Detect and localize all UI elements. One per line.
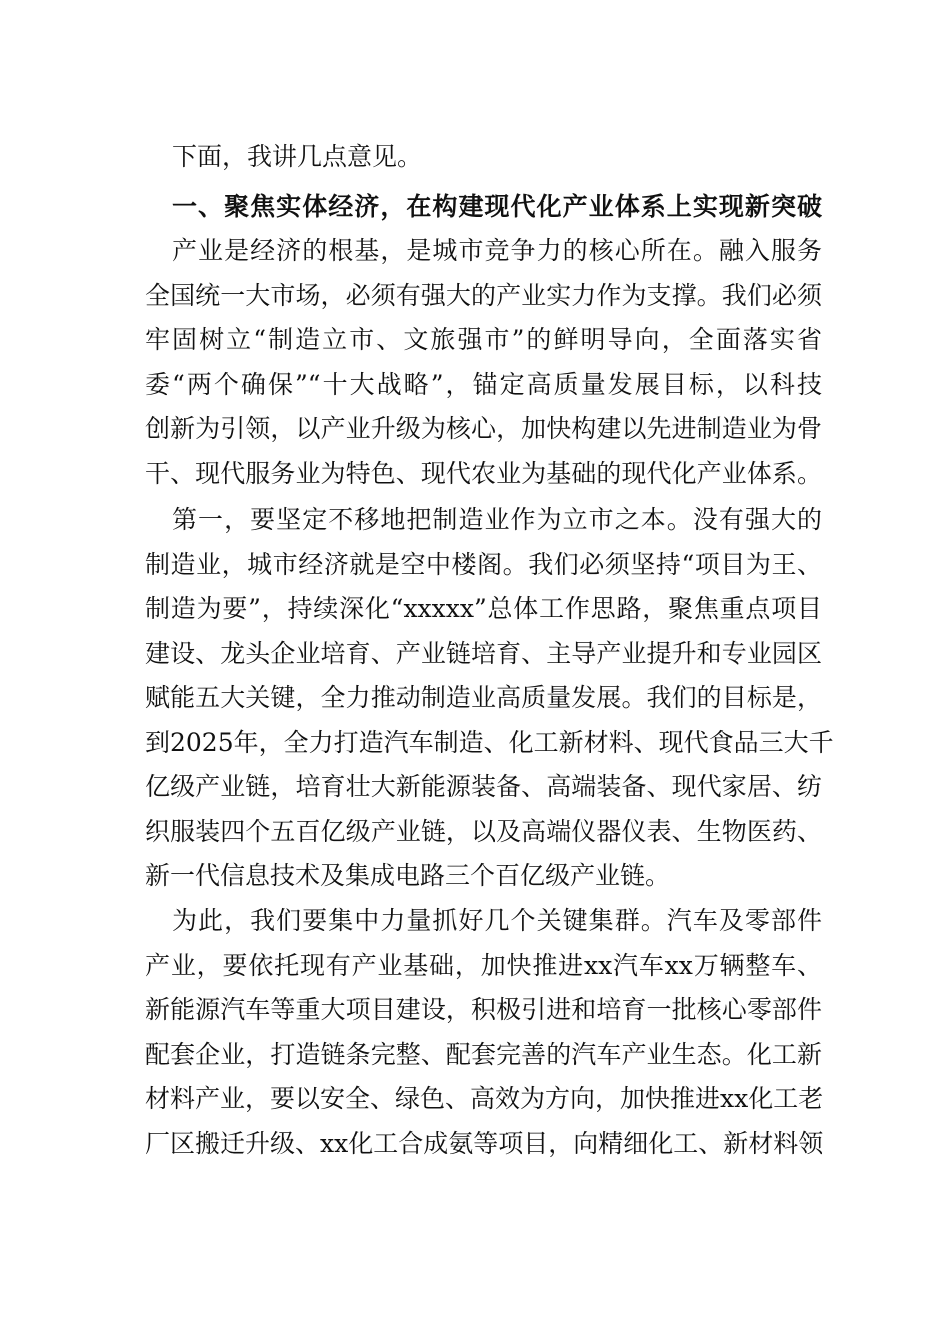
paragraph-line: 为此，我们要集中力量抓好几个关键集群。汽车及零部件 [172,906,822,935]
paragraph-line: 创新为引领，以产业升级为核心，加快构建以先进制造业为骨 [145,414,822,443]
paragraph-line: 制造为要”，持续深化“xxxxx”总体工作思路，聚焦重点项目 [145,594,822,623]
paragraph-line: 材料产业，要以安全、绿色、高效为方向，加快推进xx化工老 [145,1084,824,1113]
paragraph-line: 产业是经济的根基，是城市竞争力的核心所在。融入服务 [172,236,822,265]
paragraph-line: 新能源汽车等重大项目建设，积极引进和培育一批核心零部件 [145,995,822,1024]
paragraph-line: 赋能五大关键，全力推动制造业高质量发展。我们的目标是， [145,683,822,712]
paragraph-line: 亿级产业链，培育壮大新能源装备、高端装备、现代家居、纺 [145,772,822,801]
paragraph-line: 牢固树立“制造立市、文旅强市”的鲜明导向，全面落实省 [145,325,822,354]
intro-line: 下面，我讲几点意见。 [172,142,423,171]
paragraph-line: 厂区搬迁升级、xx化工合成氨等项目，向精细化工、新材料领 [145,1129,824,1158]
paragraph-line: 制造业，城市经济就是空中楼阁。我们必须坚持“项目为王、 [145,550,822,579]
paragraph-line: 配套企业，打造链条完整、配套完善的汽车产业生态。化工新 [145,1040,822,1069]
section-heading: 一、聚焦实体经济，在构建现代化产业体系上实现新突破 [172,192,822,221]
paragraph-line: 新一代信息技术及集成电路三个百亿级产业链。 [145,861,671,890]
paragraph-line: 干、现代服务业为特色、现代农业为基础的现代化产业体系。 [145,459,822,488]
paragraph-line: 委“两个确保”“十大战略”，锚定高质量发展目标，以科技 [145,370,822,399]
paragraph-line: 到2025年，全力打造汽车制造、化工新材料、现代食品三大千 [145,728,834,757]
paragraph-line: 产业，要依托现有产业基础，加快推进xx汽车xx万辆整车、 [145,951,822,980]
paragraph-line: 建设、龙头企业培育、产业链培育、主导产业提升和专业园区 [145,639,822,668]
paragraph-line: 第一，要坚定不移地把制造业作为立市之本。没有强大的 [172,505,822,534]
paragraph-line: 织服装四个五百亿级产业链，以及高端仪器仪表、生物医药、 [145,817,822,846]
paragraph-line: 全国统一大市场，必须有强大的产业实力作为支撑。我们必须 [145,281,822,310]
